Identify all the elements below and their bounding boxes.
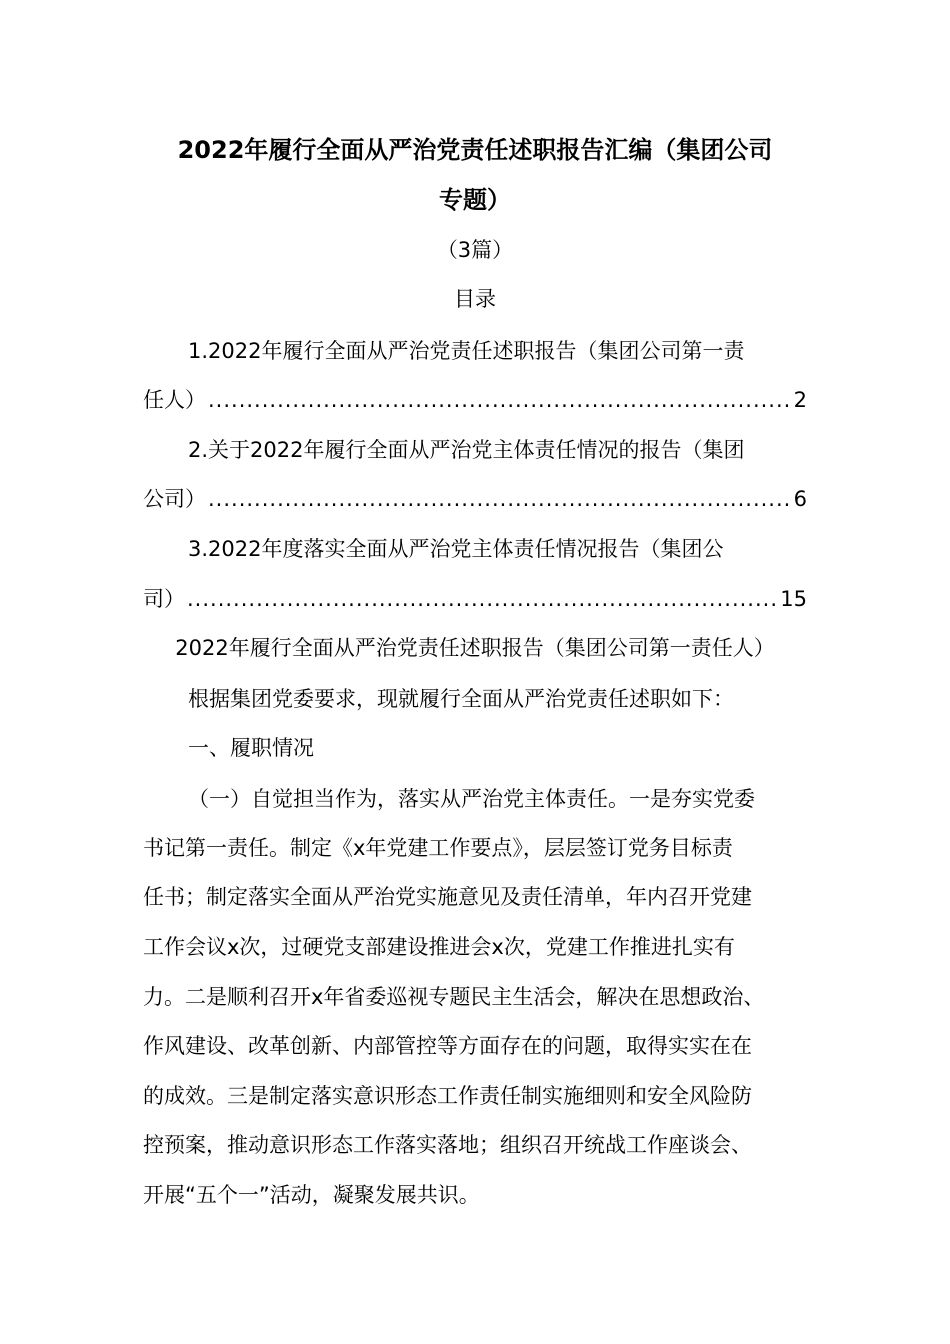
toc-entry-2-line-1[interactable]: 2.关于2022年履行全面从严治党主体责任情况的报告（集团 <box>188 438 745 462</box>
intro-paragraph: 根据集团党委要求，现就履行全面从严治党责任述职如下： <box>188 687 734 711</box>
body-line: 作风建设、改革创新、内部管控等方面存在的问题，取得实实在在 <box>143 1034 752 1058</box>
toc-heading: 目录 <box>454 287 496 311</box>
toc-entry-1-line-2[interactable] <box>143 385 807 415</box>
toc-entry-1-line-1[interactable]: 1.2022年履行全面从严治党责任述职报告（集团公司第一责 <box>188 339 745 363</box>
body-line: 力。二是顺利召开x年省委巡视专题民主生活会，解决在思想政治、 <box>143 985 765 1009</box>
document-title-line-1: 2022年履行全面从严治党责任述职报告汇编（集团公司 <box>177 136 773 164</box>
body-line: 控预案，推动意识形态工作落实落地；组织召开统战工作座谈会、 <box>143 1133 752 1157</box>
toc-dot-leader <box>187 584 778 614</box>
body-line: 任书；制定落实全面从严治党实施意见及责任清单，年内召开党建 <box>143 885 752 909</box>
toc-entry-2-page: 6 <box>793 487 807 511</box>
document-title-line-2: 专题） <box>439 186 511 214</box>
article-title: 2022年履行全面从严治党责任述职报告（集团公司第一责任人） <box>175 636 775 660</box>
body-line: 书记第一责任。制定《x年党建工作要点》，层层签订党务目标责 <box>143 836 733 860</box>
toc-entry-3-line-1[interactable]: 3.2022年度落实全面从严治党主体责任情况报告（集团公 <box>188 537 724 561</box>
toc-dot-leader <box>208 484 792 514</box>
toc-entry-3-line-2[interactable] <box>143 584 807 614</box>
toc-entry-1-tail-text: 任人） <box>143 388 206 412</box>
toc-dot-leader <box>208 385 792 415</box>
toc-entry-3-page: 15 <box>780 587 807 611</box>
toc-entry-2-tail-text: 公司） <box>143 487 206 511</box>
toc-entry-2-line-2[interactable] <box>143 484 807 514</box>
body-line: 开展“五个一”活动，凝聚发展共识。 <box>143 1183 480 1207</box>
body-line: 的成效。三是制定落实意识形态工作责任制实施细则和安全风险防 <box>143 1084 752 1108</box>
toc-entry-1-page: 2 <box>793 388 807 412</box>
body-line: 工作会议x次，过硬党支部建设推进会x次，党建工作推进扎实有 <box>143 935 735 959</box>
toc-entry-3-tail-text: 司） <box>143 587 185 611</box>
section-heading: 一、履职情况 <box>188 736 314 760</box>
body-line: （一）自觉担当作为，落实从严治党主体责任。一是夯实党委 <box>188 787 755 811</box>
article-count: （3篇） <box>436 238 514 262</box>
